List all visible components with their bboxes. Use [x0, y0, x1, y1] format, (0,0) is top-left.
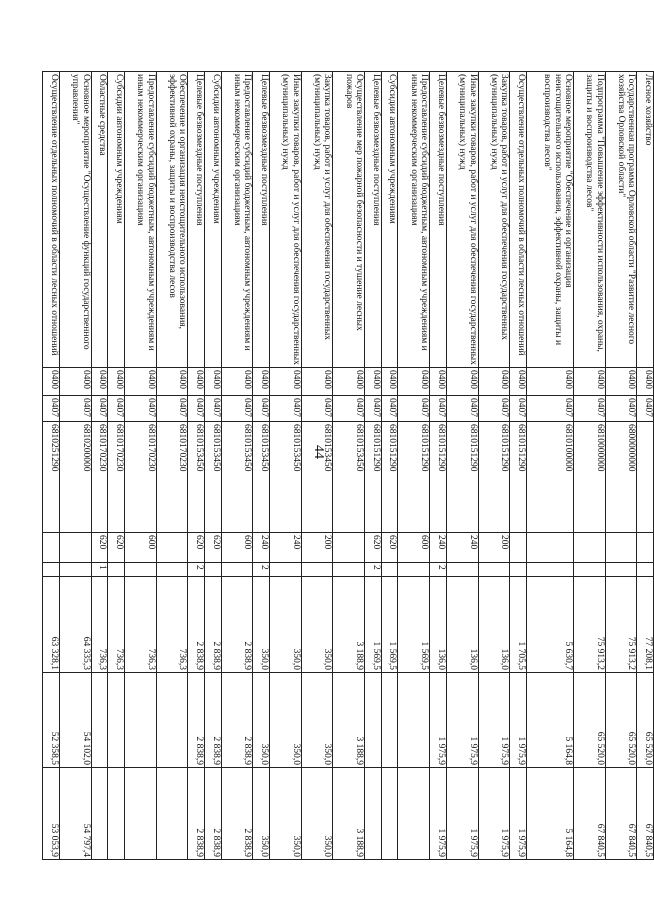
expense-type-cell: 240 — [430, 533, 447, 563]
amount-1-cell: 136,0 — [430, 577, 447, 673]
amount-1-cell: 1 569,5 — [381, 577, 398, 673]
amount-1-cell: 3 188,9 — [333, 577, 365, 673]
amount-2-cell: 5 164,8 — [526, 673, 573, 768]
amount-2-cell: 2 838,9 — [221, 673, 253, 768]
target-item-cell: 6810153450 — [204, 422, 221, 533]
source-mark-cell — [269, 563, 301, 577]
amount-1-cell: 1 569,5 — [398, 577, 430, 673]
section-code-cell: 0400 — [124, 368, 156, 396]
amount-3-cell — [381, 768, 398, 860]
section-code-cell: 0400 — [398, 368, 430, 396]
amount-3-cell: 67 840,5 — [573, 768, 605, 860]
source-mark-cell: 1 — [91, 563, 108, 577]
amount-1-cell: 136,0 — [446, 577, 478, 673]
target-item-cell: 6810153450 — [221, 422, 253, 533]
subsection-code-cell: 0407 — [156, 396, 188, 422]
source-mark-cell — [573, 563, 605, 577]
amount-3-cell — [108, 768, 125, 860]
expense-type-cell: 600 — [398, 533, 430, 563]
amount-2-cell: 1 975,9 — [430, 673, 447, 768]
expense-type-cell: 620 — [188, 533, 205, 563]
subsection-code-cell: 0407 — [301, 396, 333, 422]
expense-type-cell — [637, 533, 654, 563]
expense-type-cell: 200 — [478, 533, 510, 563]
table-body — [43, 72, 654, 860]
amount-2-cell: 3 188,9 — [333, 673, 365, 768]
subsection-code-cell: 0407 — [605, 396, 637, 422]
source-mark-cell: 2 — [253, 563, 270, 577]
amount-3-cell — [398, 768, 430, 860]
amount-1-cell: 63 328,1 — [43, 577, 60, 673]
table-row — [43, 72, 60, 860]
subsection-code-cell: 0407 — [43, 396, 60, 422]
subsection-code-cell: 0407 — [108, 396, 125, 422]
target-item-cell: 6810170230 — [91, 422, 108, 533]
name-cell: Предоставление субсидий бюджетным, автономным учреждениям и иным некоммерческим организациям — [221, 72, 253, 368]
section-code-cell: 0400 — [269, 368, 301, 396]
amount-1-cell: 350,0 — [269, 577, 301, 673]
section-code-cell: 0400 — [478, 368, 510, 396]
table-row — [124, 72, 156, 860]
expense-type-cell — [156, 533, 188, 563]
amount-2-cell: 350,0 — [253, 673, 270, 768]
name-cell: Целевые безвозмездные поступления — [253, 72, 270, 368]
section-code-cell: 0400 — [637, 368, 654, 396]
section-code-cell: 0400 — [510, 368, 527, 396]
amount-3-cell: 1 975,9 — [510, 768, 527, 860]
name-cell: Иные закупки товаров, работ и услуг для обеспечения государственных (муниципальных) нужд — [446, 72, 478, 368]
source-mark-cell — [108, 563, 125, 577]
source-mark-cell — [398, 563, 430, 577]
amount-2-cell: 350,0 — [269, 673, 301, 768]
table-row — [637, 72, 654, 860]
amount-2-cell: 65 520,0 — [573, 673, 605, 768]
name-cell: Обеспечение и организация неистощительного использования, эффективной охраны, защиты и воспроизводства лесов — [156, 72, 188, 368]
amount-2-cell: 1 975,9 — [446, 673, 478, 768]
table-row — [573, 72, 605, 860]
target-item-cell: 6810153450 — [301, 422, 333, 533]
table-row — [605, 72, 637, 860]
table-row — [108, 72, 125, 860]
amount-1-cell: 5 630,7 — [526, 577, 573, 673]
source-mark-cell — [637, 563, 654, 577]
table-row — [365, 72, 382, 860]
subsection-code-cell: 0407 — [637, 396, 654, 422]
amount-3-cell: 1 975,9 — [430, 768, 447, 860]
section-code-cell: 0400 — [204, 368, 221, 396]
source-mark-cell — [221, 563, 253, 577]
amount-1-cell: 64 335,3 — [59, 577, 91, 673]
expense-type-cell — [333, 533, 365, 563]
name-cell: Иные закупки товаров, работ и услуг для обеспечения государственных (муниципальных) нужд — [269, 72, 301, 368]
table-row — [333, 72, 365, 860]
amount-1-cell: 136,0 — [478, 577, 510, 673]
target-item-cell: 6810151290 — [510, 422, 527, 533]
subsection-code-cell: 0407 — [365, 396, 382, 422]
amount-2-cell — [365, 673, 382, 768]
table-row — [430, 72, 447, 860]
amount-1-cell: 350,0 — [253, 577, 270, 673]
amount-2-cell: 52 358,5 — [43, 673, 60, 768]
subsection-code-cell: 0407 — [204, 396, 221, 422]
subsection-code-cell: 0407 — [573, 396, 605, 422]
target-item-cell: 6810151290 — [381, 422, 398, 533]
amount-1-cell: 736,3 — [108, 577, 125, 673]
expense-type-cell: 620 — [365, 533, 382, 563]
source-mark-cell — [605, 563, 637, 577]
expense-type-cell: 600 — [124, 533, 156, 563]
name-cell: Субсидии автономным учреждениям — [204, 72, 221, 368]
table-row — [526, 72, 573, 860]
source-mark-cell — [156, 563, 188, 577]
subsection-code-cell: 0407 — [124, 396, 156, 422]
amount-1-cell: 1 705,5 — [510, 577, 527, 673]
table-row — [510, 72, 527, 860]
amount-3-cell: 67 840,5 — [605, 768, 637, 860]
expense-type-cell: 620 — [381, 533, 398, 563]
amount-2-cell — [108, 673, 125, 768]
target-item-cell: 6810151290 — [446, 422, 478, 533]
subsection-code-cell: 0407 — [526, 396, 573, 422]
subsection-code-cell: 0407 — [510, 396, 527, 422]
source-mark-cell: 2 — [365, 563, 382, 577]
amount-2-cell — [91, 673, 108, 768]
section-code-cell: 0400 — [573, 368, 605, 396]
amount-3-cell: 1 975,9 — [446, 768, 478, 860]
section-code-cell: 0400 — [430, 368, 447, 396]
amount-3-cell: 67 840,5 — [637, 768, 654, 860]
name-cell: Основное мероприятие "Обеспечение и организация неистощительного использования, эффективной охраны, защиты и воспроизводства лесов" — [526, 72, 573, 368]
subsection-code-cell: 0407 — [59, 396, 91, 422]
name-cell: Основное мероприятие "Осуществление функций государственного управления" — [59, 72, 91, 368]
amount-2-cell — [381, 673, 398, 768]
source-mark-cell — [59, 563, 91, 577]
table-row — [188, 72, 205, 860]
amount-3-cell — [365, 768, 382, 860]
amount-3-cell: 350,0 — [301, 768, 333, 860]
amount-3-cell — [124, 768, 156, 860]
target-item-cell: 6810170230 — [156, 422, 188, 533]
target-item-cell: 6810170230 — [124, 422, 156, 533]
amount-1-cell: 2 838,9 — [221, 577, 253, 673]
amount-2-cell — [398, 673, 430, 768]
expense-type-cell: 620 — [108, 533, 125, 563]
table-row — [221, 72, 253, 860]
source-mark-cell — [478, 563, 510, 577]
subsection-code-cell: 0407 — [398, 396, 430, 422]
subsection-code-cell: 0407 — [188, 396, 205, 422]
amount-2-cell — [156, 673, 188, 768]
subsection-code-cell: 0407 — [381, 396, 398, 422]
table-row — [91, 72, 108, 860]
name-cell: Целевые безвозмездные поступления — [188, 72, 205, 368]
section-code-cell: 0400 — [333, 368, 365, 396]
amount-2-cell: 54 102,0 — [59, 673, 91, 768]
target-item-cell: 6800000000 — [605, 422, 637, 533]
amount-2-cell: 350,0 — [301, 673, 333, 768]
amount-2-cell: 65 520,0 — [605, 673, 637, 768]
expense-type-cell — [573, 533, 605, 563]
expense-type-cell — [59, 533, 91, 563]
subsection-code-cell: 0407 — [91, 396, 108, 422]
subsection-code-cell: 0407 — [478, 396, 510, 422]
name-cell: Осуществление мер пожарной безопасности и тушение лесных пожаров — [333, 72, 365, 368]
amount-2-cell — [124, 673, 156, 768]
amount-1-cell: 736,3 — [124, 577, 156, 673]
target-item-cell: 6810000000 — [573, 422, 605, 533]
section-code-cell: 0400 — [188, 368, 205, 396]
table-row — [446, 72, 478, 860]
section-code-cell: 0400 — [253, 368, 270, 396]
page-number: 44 — [311, 445, 326, 459]
subsection-code-cell: 0407 — [221, 396, 253, 422]
amount-1-cell: 736,3 — [156, 577, 188, 673]
name-cell: Лесное хозяйство — [637, 72, 654, 368]
section-code-cell: 0400 — [301, 368, 333, 396]
target-item-cell: 6810251290 — [43, 422, 60, 533]
name-cell: Целевые безвозмездные поступления — [365, 72, 382, 368]
amount-2-cell: 2 838,9 — [204, 673, 221, 768]
expense-type-cell: 240 — [269, 533, 301, 563]
source-mark-cell — [301, 563, 333, 577]
section-code-cell: 0400 — [59, 368, 91, 396]
name-cell: Субсидии автономным учреждениям — [381, 72, 398, 368]
target-item-cell: 6810153450 — [188, 422, 205, 533]
section-code-cell: 0400 — [526, 368, 573, 396]
name-cell: Целевые безвозмездные поступления — [430, 72, 447, 368]
name-cell: Предоставление субсидий бюджетным, автономным учреждениям и иным некоммерческим организациям — [124, 72, 156, 368]
subsection-code-cell: 0407 — [253, 396, 270, 422]
target-item-cell: 6810153450 — [333, 422, 365, 533]
section-code-cell: 0400 — [43, 368, 60, 396]
name-cell: Осуществление отдельных полномочий в области лесных отношений — [43, 72, 60, 368]
expense-type-cell — [526, 533, 573, 563]
table-row — [204, 72, 221, 860]
amount-2-cell: 2 838,9 — [188, 673, 205, 768]
amount-3-cell: 350,0 — [269, 768, 301, 860]
target-item-cell: 6810151290 — [430, 422, 447, 533]
expense-type-cell: 200 — [301, 533, 333, 563]
section-code-cell: 0400 — [365, 368, 382, 396]
rotated-table-container — [42, 71, 654, 859]
target-item-cell: 6810153450 — [253, 422, 270, 533]
table-row — [381, 72, 398, 860]
source-mark-cell — [446, 563, 478, 577]
target-item-cell: 6810151290 — [478, 422, 510, 533]
source-mark-cell — [510, 563, 527, 577]
target-item-cell: 6810151290 — [365, 422, 382, 533]
amount-1-cell: 1 569,5 — [365, 577, 382, 673]
table-row — [59, 72, 91, 860]
section-code-cell: 0400 — [91, 368, 108, 396]
target-item-cell: 6810153450 — [269, 422, 301, 533]
source-mark-cell: 2 — [188, 563, 205, 577]
amount-3-cell: 2 838,9 — [204, 768, 221, 860]
amount-3-cell — [156, 768, 188, 860]
source-mark-cell: 2 — [430, 563, 447, 577]
section-code-cell: 0400 — [156, 368, 188, 396]
expense-type-cell: 240 — [446, 533, 478, 563]
source-mark-cell — [204, 563, 221, 577]
target-item-cell — [637, 422, 654, 533]
section-code-cell: 0400 — [108, 368, 125, 396]
source-mark-cell — [43, 563, 60, 577]
amount-3-cell: 53 053,9 — [43, 768, 60, 860]
amount-1-cell: 736,3 — [91, 577, 108, 673]
subsection-code-cell: 0407 — [269, 396, 301, 422]
amount-1-cell: 2 838,9 — [204, 577, 221, 673]
section-code-cell: 0400 — [381, 368, 398, 396]
name-cell: Осуществление отдельных полномочий в области лесных отношений — [510, 72, 527, 368]
expense-type-cell: 600 — [221, 533, 253, 563]
subsection-code-cell: 0407 — [333, 396, 365, 422]
amount-2-cell: 65 520,0 — [637, 673, 654, 768]
table-row — [253, 72, 270, 860]
subsection-code-cell: 0407 — [446, 396, 478, 422]
target-item-cell: 6810151290 — [398, 422, 430, 533]
amount-1-cell: 75 913,2 — [573, 577, 605, 673]
name-cell: Закупка товаров, работ и услуг для обеспечения государственных (муниципальных) нужд — [478, 72, 510, 368]
source-mark-cell — [333, 563, 365, 577]
expense-type-cell: 620 — [204, 533, 221, 563]
expense-type-cell — [510, 533, 527, 563]
target-item-cell: 6810200000 — [59, 422, 91, 533]
section-code-cell: 0400 — [605, 368, 637, 396]
amount-1-cell: 77 208,1 — [637, 577, 654, 673]
amount-3-cell: 350,0 — [253, 768, 270, 860]
expense-type-cell: 240 — [253, 533, 270, 563]
section-code-cell: 0400 — [446, 368, 478, 396]
table-row — [156, 72, 188, 860]
source-mark-cell — [381, 563, 398, 577]
amount-2-cell: 1 975,9 — [510, 673, 527, 768]
budget-table — [42, 71, 654, 860]
amount-1-cell: 75 913,2 — [605, 577, 637, 673]
expense-type-cell — [605, 533, 637, 563]
subsection-code-cell: 0407 — [430, 396, 447, 422]
expense-type-cell — [43, 533, 60, 563]
expense-type-cell: 620 — [91, 533, 108, 563]
source-mark-cell — [526, 563, 573, 577]
target-item-cell: 6810100000 — [526, 422, 573, 533]
amount-3-cell — [91, 768, 108, 860]
amount-2-cell: 1 975,9 — [478, 673, 510, 768]
name-cell: Подпрограмма "Повышение эффективности использования, охраны, защиты и воспроизводства лесов" — [573, 72, 605, 368]
table-row — [269, 72, 301, 860]
name-cell: Закупка товаров, работ и услуг для обеспечения государственных (муниципальных) нужд — [301, 72, 333, 368]
amount-3-cell: 2 838,9 — [188, 768, 205, 860]
source-mark-cell — [124, 563, 156, 577]
amount-3-cell: 1 975,9 — [478, 768, 510, 860]
amount-3-cell: 2 838,9 — [221, 768, 253, 860]
table-row — [301, 72, 333, 860]
amount-1-cell: 350,0 — [301, 577, 333, 673]
name-cell: Государственная программа Орловской области "Развитие лесного хозяйства Орловской области" — [605, 72, 637, 368]
amount-3-cell: 3 188,9 — [333, 768, 365, 860]
table-row — [398, 72, 430, 860]
table-row — [478, 72, 510, 860]
name-cell: Предоставление субсидий бюджетным, автономным учреждениям и иным некоммерческим организациям — [398, 72, 430, 368]
amount-3-cell: 54 797,4 — [59, 768, 91, 860]
target-item-cell: 6810170230 — [108, 422, 125, 533]
section-code-cell: 0400 — [221, 368, 253, 396]
name-cell: Областные средства — [91, 72, 108, 368]
amount-3-cell: 5 164,8 — [526, 768, 573, 860]
name-cell: Субсидии автономным учреждениям — [108, 72, 125, 368]
amount-1-cell: 2 838,9 — [188, 577, 205, 673]
